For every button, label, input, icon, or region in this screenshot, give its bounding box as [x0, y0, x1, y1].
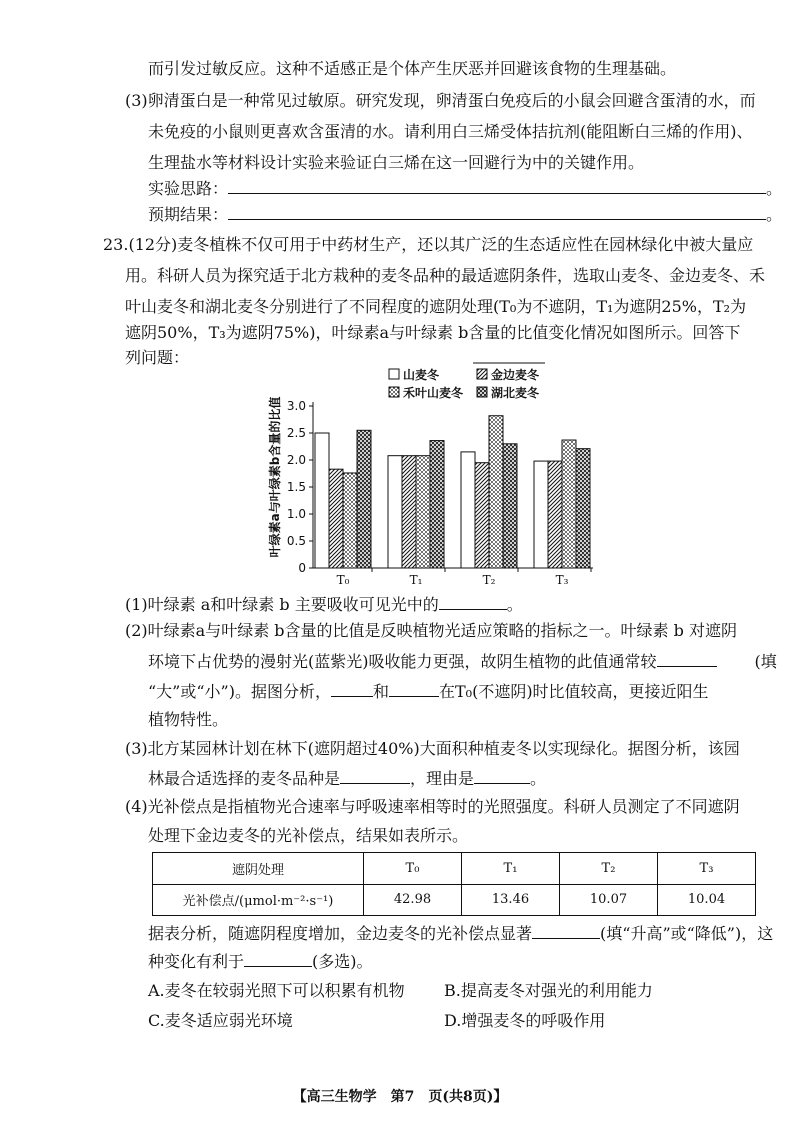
sub-question-2-text: 和 — [372, 682, 389, 701]
sub-question-2-line — [148, 650, 777, 673]
table-cell: 10.04 — [658, 884, 756, 916]
expected-result-blank[interactable] — [228, 203, 766, 220]
bar-金边麦冬 — [548, 461, 562, 568]
answer-blank[interactable] — [331, 680, 373, 697]
legend-swatch — [389, 387, 399, 397]
sub-question-2-text: “大”或“小”)。据图分析， — [148, 682, 331, 701]
question-3-line: 未免疫的小鼠则更喜欢含蛋清的水。请利用白三烯受体拮抗剂(能阻断白三烯的作用)、 — [148, 122, 753, 141]
bar-湖北麦冬 — [576, 449, 590, 568]
table-row — [153, 884, 756, 916]
table-cell: 42.98 — [364, 884, 462, 916]
y-tick-label: 0.5 — [286, 534, 306, 548]
analysis-text: (多选)。 — [312, 952, 373, 971]
answer-blank[interactable] — [657, 650, 717, 667]
table-header-cell: 遮阴处理 — [153, 853, 364, 885]
y-tick-label: 1.5 — [286, 480, 306, 494]
x-tick-label: T₁ — [409, 573, 423, 585]
bar-湖北麦冬 — [430, 441, 444, 568]
bar-chart — [265, 355, 615, 585]
table-row — [153, 853, 756, 885]
bar-禾叶山麦冬 — [343, 473, 357, 568]
option-d: D.增强麦冬的呼吸作用 — [444, 1011, 606, 1030]
sub-question-4-line: 处理下金边麦冬的光补偿点，结果如表所示。 — [148, 826, 469, 845]
answer-blank[interactable] — [340, 767, 410, 784]
bar-湖北麦冬 — [503, 444, 517, 568]
analysis-text: 种变化有利于 — [148, 952, 245, 971]
sub-question-3-line: (3)北方某园林计划在林下(遮阴超过40%)大面积种植麦冬以实现绿化。据图分析，该园 — [125, 739, 740, 758]
table-header-cell: T₀ — [364, 853, 462, 885]
legend-label: 湖北麦冬 — [491, 386, 540, 400]
x-tick-label: T₂ — [482, 573, 496, 585]
table-header-cell: T₁ — [462, 853, 560, 885]
sub-question-2-text: 在T₀(不遮阴)时比值较高，更接近阳生 — [438, 682, 709, 701]
legend-label: 金边麦冬 — [491, 368, 540, 382]
bar-禾叶山麦冬 — [489, 416, 503, 568]
answer-blank[interactable] — [532, 922, 600, 939]
sub-question-3-text: 林最合适选择的麦冬品种是 — [148, 769, 341, 788]
question-3-line: 生理盐水等材料设计实验来验证白三烯在这一回避行为中的关键作用。 — [148, 153, 645, 172]
answer-blank[interactable] — [244, 950, 312, 967]
option-a: A.麦冬在较弱光照下可以积累有机物 — [148, 981, 405, 1000]
question-3-line: (3)卵清蛋白是一种常见过敏原。研究发现，卵清蛋白免疫后的小鼠会回避含蛋清的水，而 — [125, 91, 756, 110]
page-footer: 【高三生物学 第7 页(共8页)】 — [292, 1089, 508, 1105]
text-line: 而引发过敏反应。这种不适感正是个体产生厌恶并回避该食物的生理基础。 — [148, 59, 677, 78]
bar-金边麦冬 — [329, 469, 343, 568]
analysis-text: 据表分析，随遮阴程度增加，金边麦冬的光补偿点显著 — [148, 924, 533, 943]
legend-label: 山麦冬 — [403, 368, 440, 382]
sub-question-1 — [125, 593, 523, 616]
experiment-idea-label: 实验思路： — [148, 179, 229, 198]
table-cell: 10.07 — [560, 884, 658, 916]
table-cell: 光补偿点/(μmol·m⁻²·s⁻¹) — [153, 884, 364, 916]
bar-禾叶山麦冬 — [562, 440, 576, 568]
legend-swatch — [389, 369, 399, 379]
question-23-line: 列问题： — [125, 348, 190, 367]
bar-禾叶山麦冬 — [416, 456, 430, 568]
light-compensation-table — [152, 852, 756, 916]
sub-question-2-text: (填 — [754, 652, 777, 671]
y-tick-label: 2.5 — [286, 426, 306, 440]
y-axis-label: 叶绿素a与叶绿素b含量的比值 — [268, 396, 282, 558]
expected-result-label: 预期结果： — [148, 205, 229, 224]
expected-result-row — [148, 203, 782, 226]
bar-金边麦冬 — [402, 456, 416, 568]
table-header-cell: T₃ — [658, 853, 756, 885]
bar-山麦冬 — [534, 461, 548, 568]
experiment-idea-blank[interactable] — [228, 177, 766, 194]
table-cell: 13.46 — [462, 884, 560, 916]
bar-山麦冬 — [388, 456, 402, 568]
sub-question-2-text: 环境下占优势的漫射光(蓝紫光)吸收能力更强，故阴生植物的此值通常较 — [148, 652, 657, 671]
legend-swatch — [477, 369, 487, 379]
y-tick-label: 1.0 — [286, 507, 306, 521]
experiment-idea-row — [148, 177, 782, 200]
analysis-line — [148, 922, 773, 945]
y-tick-label: 0 — [298, 561, 306, 575]
y-tick-label: 3.0 — [286, 399, 306, 413]
x-tick-label: T₃ — [555, 573, 569, 585]
period: 。 — [766, 179, 783, 198]
sub-question-2-line: (2)叶绿素a与叶绿素 b含量的比值是反映植物光适应策略的指标之一。叶绿素 b 对遮阴 — [125, 621, 737, 640]
option-c: C.麦冬适应弱光环境 — [148, 1011, 293, 1030]
legend-label: 禾叶山麦冬 — [403, 386, 464, 400]
sub-question-2-line — [148, 680, 709, 703]
answer-blank[interactable] — [389, 680, 439, 697]
y-tick-label: 2.0 — [286, 453, 306, 467]
question-23-line: 用。科研人员为探究适于北方栽种的麦冬品种的最适遮阴条件，选取山麦冬、金边麦冬、禾 — [125, 266, 766, 285]
period: 。 — [530, 769, 547, 788]
analysis-text: (填“升高”或“降低”)，这 — [600, 924, 774, 943]
bar-山麦冬 — [461, 452, 475, 568]
sub-question-2-line: 植物特性。 — [148, 710, 229, 729]
question-23-line: 23.(12分)麦冬植株不仅可用于中药材生产，还以其广泛的生态适应性在园林绿化中被大量应 — [103, 235, 754, 254]
sub-question-3-text: ，理由是 — [410, 769, 475, 788]
question-23-line: 叶山麦冬和湖北麦冬分别进行了不同程度的遮阴处理(T₀为不遮阴，T₁为遮阴25%，T₂为 — [125, 297, 747, 316]
answer-blank[interactable] — [474, 767, 530, 784]
table-header-cell: T₂ — [560, 853, 658, 885]
sub-question-4-line: (4)光补偿点是指植物光合速率与呼吸速率相等时的光照强度。科研人员测定了不同遮阴 — [125, 797, 740, 816]
question-23-line: 遮阴50%，T₃为遮阴75%)，叶绿素a与叶绿素 b含量的比值变化情况如图所示。回答下 — [125, 323, 741, 342]
bar-湖北麦冬 — [357, 430, 371, 568]
bar-金边麦冬 — [475, 463, 489, 568]
x-tick-label: T₀ — [336, 573, 350, 585]
option-b: B.提高麦冬对强光的利用能力 — [444, 981, 653, 1000]
period: 。 — [506, 595, 523, 614]
answer-blank[interactable] — [439, 593, 507, 610]
analysis-line — [148, 950, 373, 973]
sub-question-3-line — [148, 767, 546, 790]
legend-swatch — [477, 387, 487, 397]
period: 。 — [766, 205, 783, 224]
bar-山麦冬 — [315, 433, 329, 568]
sub-question-1-text: (1)叶绿素 a和叶绿素 b 主要吸收可见光中的 — [125, 595, 439, 614]
